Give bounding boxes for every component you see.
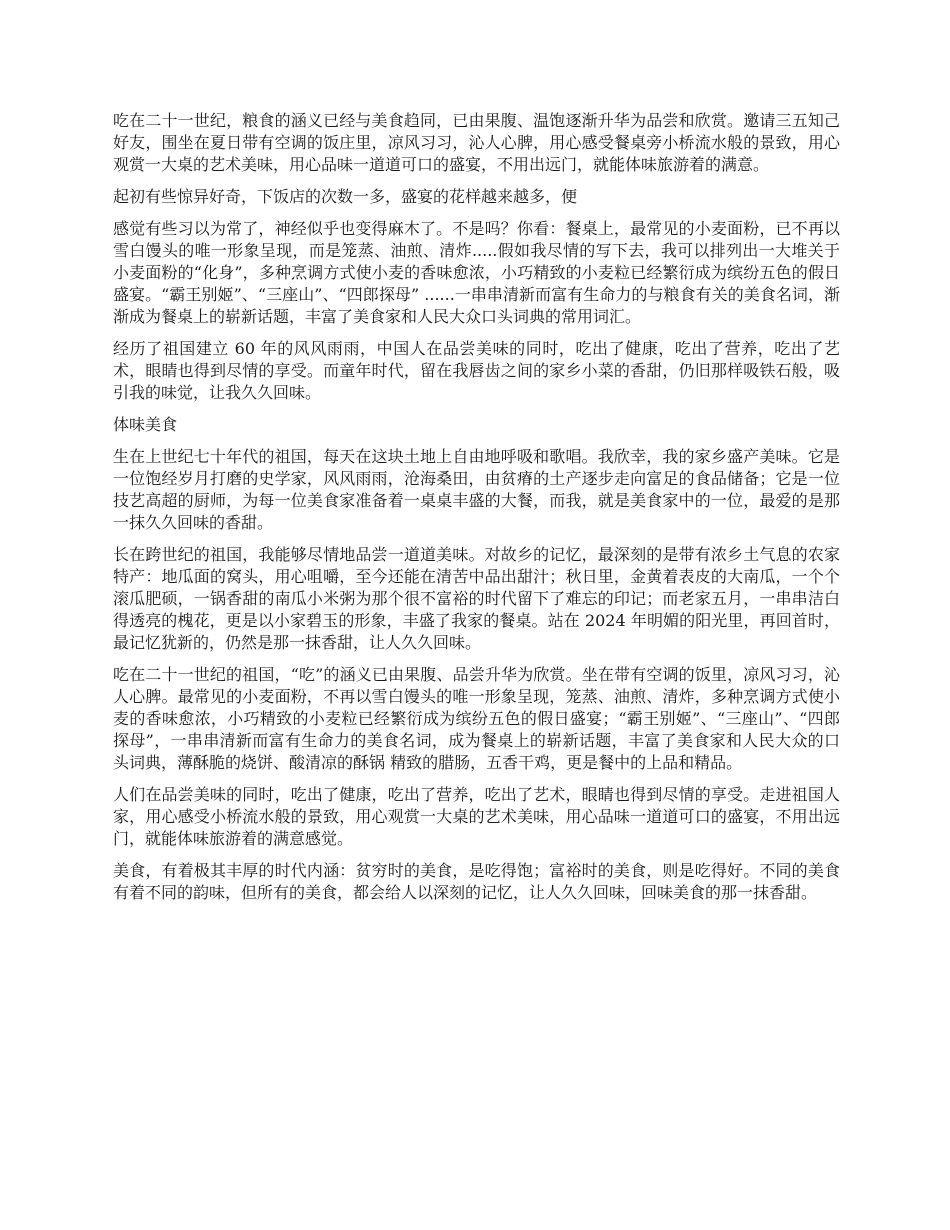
paragraph-4: 经历了祖国建立 60 年的风风雨雨，中国人在品尝美味的同时，吃出了健康，吃出了营养，吃出了艺术，眼睛也得到尽情的享受。而童年时代，留在我唇齿之间的家乡小菜的香甜，仍旧那样吸铁石般，吸引我的味觉，让我久久回味。 (113, 339, 840, 402)
document-body (113, 110, 840, 914)
paragraph-3: 感觉有些习以为常了，神经似乎也变得麻木了。不是吗？你看：餐桌上，最常见的小麦面粉，已不再以雪白馒头的唯一形象呈现，而是笼蒸、油煎、清炸.....假如我尽情的写下去，我可以排列出一大堆关于小麦面粉的“化身”，多种烹调方式使小麦的香味愈浓，小巧精致的小麦粒已经繁衍成为缤纷五色的假日盛宴。“霸王别姬”、“三座山”、“四郎探母” ......一串串清新而富有生命力的与粮食有关的美食名词，渐渐成为餐桌上的崭新话题，丰富了美食家和人民大众口头词典的常用词汇。 (113, 219, 840, 326)
paragraph-6: 长在跨世纪的祖国，我能够尽情地品尝一道道美味。对故乡的记忆，最深刻的是带有浓乡土气息的农家特产：地瓜面的窝头，用心咀嚼，至今还能在清苦中品出甜汁；秋日里，金黄着表皮的大南瓜，一个个滚瓜肥硕，一锅香甜的南瓜小米粥为那个很不富裕的时代留下了难忘的印记；而老家五月，一串串洁白得透亮的槐花，更是以小家碧玉的形象，丰盛了我家的餐桌。站在 2024 年明媚的阳光里，再回首时，最记忆犹新的，仍然是那一抹香甜，让人久久回味。 (113, 545, 840, 652)
section-heading: 体味美食 (113, 415, 178, 434)
paragraph-5: 生在上世纪七十年代的祖国，每天在这块土地上自由地呼吸和歌唱。我欣幸，我的家乡盛产美味。它是一位饱经岁月打磨的史学家，风风雨雨，沧海桑田，由贫瘠的土产逐步走向富足的食品储备；它是一位技艺高超的厨师，为每一位美食家准备着一桌桌丰盛的大餐，而我，就是美食家中的一位，最爱的是那一抹久久回味的香甜。 (113, 447, 840, 532)
paragraph-9: 美食，有着极其丰厚的时代内涵：贫穷时的美食，是吃得饱；富裕时的美食，则是吃得好。不同的美食有着不同的韵味，但所有的美食，都会给人以深刻的记忆，让人久久回味，回味美食的那一抹香甜。 (113, 861, 840, 902)
paragraph-2: 起初有些惊异好奇，下饭店的次数一多，盛宴的花样越来越多，便 (113, 187, 578, 206)
paragraph-7: 吃在二十一世纪的祖国，“吃”的涵义已由果腹、品尝升华为欣赏。坐在带有空调的饭里，凉风习习，沁人心脾。最常见的小麦面粉，不再以雪白馒头的唯一形象呈现，笼蒸、油煎、清炸，多种烹调方式使小麦的香味愈浓，小巧精致的小麦粒已经繁衍成为缤纷五色的假日盛宴；“霸王别姬”、“三座山”、“四郎探母”，一串串清新而富有生命力的美食名词，成为餐桌上的崭新话题，丰富了美食家和人民大众的口头词典，薄酥脆的烧饼、酸清凉的酥锅 精致的腊肠，五香干鸡，更是餐中的上品和精品。 (113, 665, 840, 772)
paragraph-8: 人们在品尝美味的同时，吃出了健康，吃出了营养，吃出了艺术，眼睛也得到尽情的享受。走进祖国人家，用心感受小桥流水般的景致，用心观赏一大桌的艺术美味，用心品味一道道可口的盛宴，不用出远门，就能体味旅游着的满意感觉。 (113, 785, 840, 848)
paragraph-1: 吃在二十一世纪，粮食的涵义已经与美食趋同，已由果腹、温饱逐渐升华为品尝和欣赏。邀请三五知己好友，围坐在夏日带有空调的饭庄里，凉风习习，沁人心脾，用心感受餐桌旁小桥流水般的景致，用心观赏一大桌的艺术美味，用心品味一道道可口的盛宴，不用出远门，就能体味旅游着的满意。 (113, 111, 840, 174)
